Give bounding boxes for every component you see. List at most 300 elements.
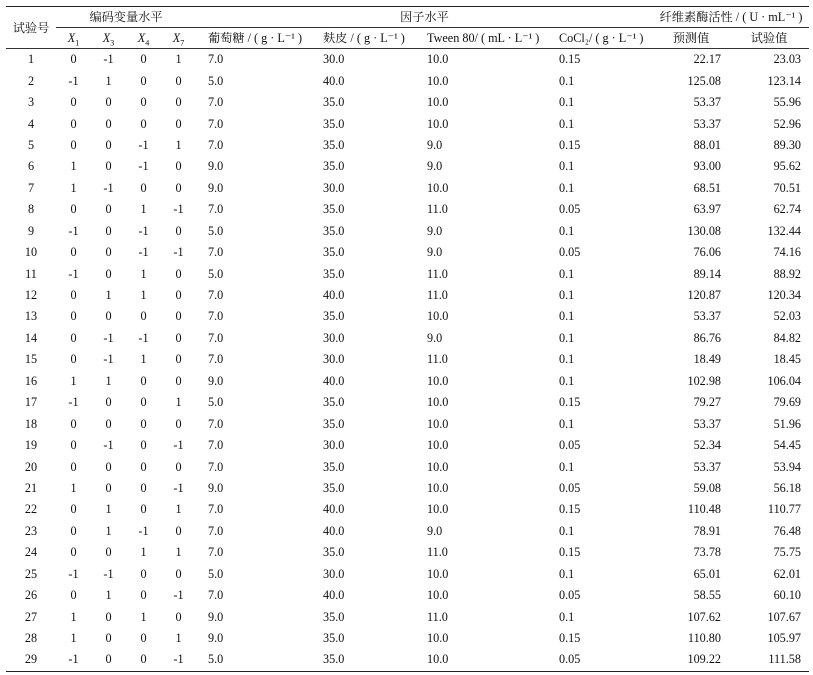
glucose-cell: 5.0 <box>208 73 224 88</box>
coded-x3-cell: -1 <box>103 52 114 67</box>
coded-x1-cell: 1 <box>70 609 77 624</box>
cocl2-cell: 0.05 <box>559 245 581 260</box>
coded-x4-cell: -1 <box>138 223 149 238</box>
run-number-cell: 25 <box>24 566 38 581</box>
experimental-activity-cell: 105.97 <box>767 631 801 646</box>
run-number-cell: 20 <box>24 459 38 474</box>
predicted-activity-cell: 125.08 <box>687 73 721 88</box>
coded-x1-cell: -1 <box>68 395 79 410</box>
coded-x7-cell: -1 <box>173 438 184 453</box>
cocl2-cell: 0.1 <box>559 223 575 238</box>
glucose-cell: 5.0 <box>208 266 224 281</box>
tween80-cell: 11.0 <box>427 288 448 303</box>
experimental-activity-cell: 56.18 <box>773 480 801 495</box>
table-row <box>6 263 809 284</box>
cocl2-cell: 0.1 <box>559 288 575 303</box>
coded-x1-cell: 0 <box>70 502 77 517</box>
bran-cell: 40.0 <box>323 523 345 538</box>
tween80-cell: 10.0 <box>427 73 449 88</box>
run-number-cell: 1 <box>27 52 35 67</box>
cocl2-cell: 0.1 <box>559 116 575 131</box>
coded-x4-cell: 0 <box>140 438 147 453</box>
tween80-cell: 11.0 <box>427 202 448 217</box>
coded-x7-cell: 1 <box>175 545 182 560</box>
glucose-cell: 9.0 <box>208 631 224 646</box>
coded-x4-cell: 0 <box>140 459 147 474</box>
coded-x4-cell: 1 <box>140 352 147 367</box>
bran-cell: 30.0 <box>323 352 345 367</box>
coded-x4-cell: 1 <box>140 545 147 560</box>
glucose-cell: 7.0 <box>208 502 224 517</box>
run-number-header: 试验号 <box>6 7 56 49</box>
coded-x4-cell: 0 <box>140 73 147 88</box>
coded-x1-cell: -1 <box>68 73 79 88</box>
coded-x1-cell: 0 <box>70 288 77 303</box>
table-row <box>6 349 809 370</box>
coded-var-x7-header: $X_7$ <box>161 28 196 49</box>
glucose-cell: 7.0 <box>208 352 224 367</box>
run-number-cell: 7 <box>27 180 35 195</box>
cocl2-cell: 0.1 <box>559 373 575 388</box>
coded-x3-cell: -1 <box>103 438 114 453</box>
predicted-activity-cell: 107.62 <box>687 609 721 624</box>
coded-x1-cell: 0 <box>70 245 77 260</box>
run-number-cell: 13 <box>24 309 38 324</box>
cocl2-cell: 0.1 <box>559 566 575 581</box>
coded-x4-cell: 0 <box>140 480 147 495</box>
experimental-activity-cell: 54.45 <box>773 438 801 453</box>
predicted-activity-cell: 110.48 <box>687 502 721 517</box>
table-row <box>6 606 809 627</box>
coded-x3-cell: -1 <box>103 352 114 367</box>
predicted-activity-cell: 120.87 <box>687 288 721 303</box>
coded-x4-cell: -1 <box>138 245 149 260</box>
coded-x1-cell: -1 <box>68 266 79 281</box>
coded-x7-cell: -1 <box>173 245 184 260</box>
bran-cell: 40.0 <box>323 73 345 88</box>
bran-cell: 35.0 <box>323 137 345 152</box>
tween80-cell: 10.0 <box>427 480 449 495</box>
cocl2-cell: 0.1 <box>559 523 575 538</box>
tween80-cell: 10.0 <box>427 588 449 603</box>
table-row <box>6 156 809 177</box>
cocl2-cell: 0.1 <box>559 180 575 195</box>
glucose-cell: 9.0 <box>208 159 224 174</box>
experimental-activity-cell: 110.77 <box>767 502 801 517</box>
experimental-activity-cell: 84.82 <box>773 330 801 345</box>
table-row <box>6 456 809 477</box>
bran-cell: 30.0 <box>323 330 345 345</box>
coded-x4-cell: 0 <box>140 373 147 388</box>
run-number-cell: 4 <box>27 116 35 131</box>
coded-x4-cell: 0 <box>140 116 147 131</box>
coded-x4-cell: 0 <box>140 52 147 67</box>
coded-x7-cell: 1 <box>175 502 182 517</box>
coded-x7-cell: 0 <box>175 309 182 324</box>
run-number-cell: 12 <box>24 288 38 303</box>
experimental-activity-cell: 23.03 <box>773 52 801 67</box>
predicted-activity-cell: 68.51 <box>693 180 721 195</box>
predicted-activity-cell: 102.98 <box>687 373 721 388</box>
tween80-cell: 9.0 <box>427 245 443 260</box>
coded-x1-cell: 0 <box>70 588 77 603</box>
glucose-cell: 7.0 <box>208 438 224 453</box>
run-number-cell: 24 <box>24 545 38 560</box>
run-number-cell: 21 <box>24 480 38 495</box>
table-row <box>6 371 809 392</box>
glucose-header: 葡萄糖 / ( g · L⁻¹ ) <box>196 28 311 49</box>
table-row <box>6 542 809 563</box>
glucose-cell: 7.0 <box>208 523 224 538</box>
coded-x1-cell: 1 <box>70 631 77 646</box>
cocl2-cell: 0.15 <box>559 502 581 517</box>
glucose-cell: 7.0 <box>208 116 224 131</box>
experimental-activity-cell: 88.92 <box>773 266 801 281</box>
tween80-cell: 9.0 <box>427 330 443 345</box>
run-number-cell: 5 <box>27 137 35 152</box>
table-row <box>6 585 809 606</box>
coded-x7-cell: 0 <box>175 95 182 110</box>
cocl2-cell: 0.1 <box>559 266 575 281</box>
coded-x3-cell: 1 <box>105 588 112 603</box>
bran-cell: 40.0 <box>323 373 345 388</box>
table-row <box>6 199 809 220</box>
cocl2-cell: 0.1 <box>559 73 575 88</box>
table-row <box>6 564 809 585</box>
predicted-activity-cell: 89.14 <box>693 266 721 281</box>
coded-x3-cell: 0 <box>105 631 112 646</box>
experimental-activity-cell: 120.34 <box>767 288 801 303</box>
coded-x4-cell: 0 <box>140 95 147 110</box>
cocl2-cell: 0.15 <box>559 545 581 560</box>
bran-cell: 40.0 <box>323 288 345 303</box>
coded-x4-cell: 0 <box>126 649 161 671</box>
predicted-activity-cell: 53.37 <box>693 95 721 110</box>
coded-x4-cell: 1 <box>140 202 147 217</box>
coded-x4-cell: -1 <box>138 523 149 538</box>
glucose-cell: 7.0 <box>208 545 224 560</box>
table-body <box>6 49 809 672</box>
coded-x7-cell: 0 <box>175 288 182 303</box>
header-row-groups <box>6 7 809 28</box>
coded-x1-cell: 0 <box>70 459 77 474</box>
predicted-activity-cell: 86.76 <box>693 330 721 345</box>
coded-x3-cell: 1 <box>105 502 112 517</box>
run-number-cell: 10 <box>24 245 38 260</box>
experimental-activity-cell: 107.67 <box>767 609 801 624</box>
cocl2-cell: 0.1 <box>559 416 575 431</box>
bran-cell: 30.0 <box>323 52 345 67</box>
predicted-activity-cell: 109.22 <box>653 649 729 671</box>
table-row <box>6 178 809 199</box>
cocl2-header: CoCl₂/ ( g · L⁻¹ ) <box>547 28 653 49</box>
predicted-activity-cell: 65.01 <box>693 566 721 581</box>
run-number-cell: 26 <box>24 588 38 603</box>
coded-levels-group-header: 编码变量水平 <box>56 7 196 28</box>
tween80-cell: 9.0 <box>427 223 443 238</box>
coded-x3-cell: 0 <box>105 159 112 174</box>
tween80-cell: 10.0 <box>427 395 449 410</box>
coded-x7-cell: 0 <box>175 352 182 367</box>
glucose-cell: 7.0 <box>208 245 224 260</box>
coded-x1-cell: 0 <box>70 202 77 217</box>
coded-x3-cell: 0 <box>105 95 112 110</box>
coded-x1-cell: 1 <box>70 373 77 388</box>
cocl2-cell: 0.15 <box>559 395 581 410</box>
cocl2-cell: 0.05 <box>547 649 653 671</box>
tween80-cell: 10.0 <box>427 631 449 646</box>
coded-x3-cell: 0 <box>105 245 112 260</box>
coded-x1-cell: 0 <box>70 523 77 538</box>
run-number-cell: 15 <box>24 352 38 367</box>
run-number-cell: 3 <box>27 95 35 110</box>
predicted-activity-cell: 110.80 <box>687 631 721 646</box>
coded-x3-cell: 0 <box>105 223 112 238</box>
table-row <box>6 628 809 649</box>
predicted-value-header: 预测值 <box>653 28 729 49</box>
coded-x7-cell: 1 <box>175 137 182 152</box>
coded-x3-cell: 0 <box>105 309 112 324</box>
bran-cell: 35.0 <box>323 309 345 324</box>
run-number-cell: 9 <box>27 223 35 238</box>
predicted-activity-cell: 73.78 <box>693 545 721 560</box>
coded-x7-cell: 0 <box>175 523 182 538</box>
coded-x7-cell: 1 <box>175 631 182 646</box>
bran-cell: 30.0 <box>323 566 345 581</box>
tween80-cell: 10.0 <box>427 180 449 195</box>
table-row <box>6 221 809 242</box>
coded-x7-cell: -1 <box>173 480 184 495</box>
experimental-activity-cell: 123.14 <box>767 73 801 88</box>
run-number-cell: 14 <box>24 330 38 345</box>
predicted-activity-cell: 53.37 <box>693 116 721 131</box>
run-number-cell: 29 <box>6 649 56 671</box>
coded-x7-cell: -1 <box>161 649 196 671</box>
predicted-activity-cell: 76.06 <box>693 245 721 260</box>
cocl2-cell: 0.05 <box>559 588 581 603</box>
tween80-cell: 11.0 <box>427 609 448 624</box>
bran-header: 麸皮 / ( g · L⁻¹ ) <box>311 28 415 49</box>
bran-cell: 35.0 <box>323 609 345 624</box>
tween80-cell: 10.0 <box>415 649 547 671</box>
coded-x4-cell: -1 <box>138 137 149 152</box>
coded-x1-cell: 0 <box>70 52 77 67</box>
table-row <box>6 92 809 113</box>
data-table-container <box>6 6 809 672</box>
glucose-cell: 7.0 <box>208 330 224 345</box>
run-number-cell: 2 <box>27 73 35 88</box>
coded-x4-cell: 0 <box>140 588 147 603</box>
tween80-header: Tween 80/ ( mL · L⁻¹ ) <box>415 28 547 49</box>
cocl2-cell: 0.15 <box>559 631 581 646</box>
cocl2-cell: 0.15 <box>559 52 581 67</box>
cocl2-cell: 0.15 <box>559 137 581 152</box>
coded-var-x4-header: $X_4$ <box>126 28 161 49</box>
table-row <box>6 649 809 671</box>
experimental-activity-cell: 75.75 <box>773 545 801 560</box>
coded-x3-cell: -1 <box>103 330 114 345</box>
glucose-cell: 7.0 <box>208 588 224 603</box>
tween80-cell: 10.0 <box>427 566 449 581</box>
coded-x4-cell: 0 <box>140 309 147 324</box>
cellulase-activity-group-header: 纤维素酶活性 / ( U · mL⁻¹ ) <box>653 7 809 28</box>
coded-x7-cell: 0 <box>175 159 182 174</box>
run-number-cell: 28 <box>24 631 38 646</box>
bran-cell: 35.0 <box>323 159 345 174</box>
coded-x4-cell: 0 <box>140 416 147 431</box>
cocl2-cell: 0.1 <box>559 330 575 345</box>
predicted-activity-cell: 53.37 <box>693 309 721 324</box>
predicted-activity-cell: 53.37 <box>693 416 721 431</box>
bran-cell: 35.0 <box>323 416 345 431</box>
coded-x7-cell: -1 <box>173 588 184 603</box>
coded-x3-cell: 1 <box>105 523 112 538</box>
bran-cell: 30.0 <box>323 180 345 195</box>
predicted-activity-cell: 63.97 <box>693 202 721 217</box>
bran-cell: 35.0 <box>323 223 345 238</box>
cocl2-cell: 0.1 <box>559 95 575 110</box>
coded-x3-cell: 0 <box>105 480 112 495</box>
run-number-cell: 11 <box>25 266 37 281</box>
coded-x1-cell: 0 <box>70 352 77 367</box>
coded-x1-cell: 0 <box>70 95 77 110</box>
bran-cell: 30.0 <box>323 438 345 453</box>
experimental-activity-cell: 53.94 <box>773 459 801 474</box>
coded-x7-cell: 0 <box>175 116 182 131</box>
table-row <box>6 435 809 456</box>
coded-x1-cell: 1 <box>70 159 77 174</box>
coded-x3-cell: 0 <box>105 416 112 431</box>
coded-x1-cell: -1 <box>68 223 79 238</box>
table-row <box>6 242 809 263</box>
coded-x4-cell: 1 <box>140 609 147 624</box>
predicted-activity-cell: 18.49 <box>693 352 721 367</box>
predicted-activity-cell: 53.37 <box>693 459 721 474</box>
table-row <box>6 521 809 542</box>
tween80-cell: 10.0 <box>427 95 449 110</box>
glucose-cell: 9.0 <box>208 373 224 388</box>
coded-x7-cell: 0 <box>175 373 182 388</box>
coded-x1-cell: 0 <box>70 416 77 431</box>
run-number-cell: 6 <box>27 159 35 174</box>
coded-x3-cell: 1 <box>105 73 112 88</box>
coded-x7-cell: 1 <box>175 395 182 410</box>
header-row-columns <box>6 28 809 49</box>
run-number-cell: 16 <box>24 373 38 388</box>
experimental-activity-cell: 52.03 <box>773 309 801 324</box>
coded-x7-cell: 0 <box>175 416 182 431</box>
coded-x7-cell: 0 <box>175 223 182 238</box>
predicted-activity-cell: 52.34 <box>693 438 721 453</box>
glucose-cell: 7.0 <box>208 202 224 217</box>
tween80-cell: 10.0 <box>427 116 449 131</box>
run-number-cell: 27 <box>24 609 38 624</box>
coded-x4-cell: 1 <box>140 288 147 303</box>
glucose-cell: 5.0 <box>208 395 224 410</box>
coded-x3-cell: 1 <box>105 288 112 303</box>
bran-cell: 35.0 <box>323 245 345 260</box>
coded-x3-cell: 0 <box>105 266 112 281</box>
glucose-cell: 7.0 <box>208 416 224 431</box>
glucose-cell: 7.0 <box>208 52 224 67</box>
coded-x1-cell: 0 <box>70 116 77 131</box>
bran-cell: 35.0 <box>323 480 345 495</box>
coded-x1-cell: 0 <box>70 438 77 453</box>
coded-x3-cell: 0 <box>105 395 112 410</box>
run-number-cell: 18 <box>24 416 38 431</box>
experimental-activity-cell: 55.96 <box>773 95 801 110</box>
predicted-activity-cell: 78.91 <box>693 523 721 538</box>
coded-x3-cell: -1 <box>103 180 114 195</box>
coded-x3-cell: 0 <box>105 609 112 624</box>
tween80-cell: 10.0 <box>427 373 449 388</box>
tween80-cell: 9.0 <box>427 137 443 152</box>
run-number-cell: 17 <box>24 395 38 410</box>
tween80-cell: 10.0 <box>427 416 449 431</box>
experimental-activity-cell: 79.69 <box>773 395 801 410</box>
bran-cell: 35.0 <box>323 545 345 560</box>
coded-x1-cell: -1 <box>56 649 91 671</box>
bran-cell: 35.0 <box>323 116 345 131</box>
coded-x3-cell: 0 <box>105 202 112 217</box>
predicted-activity-cell: 59.08 <box>693 480 721 495</box>
experimental-activity-cell: 60.10 <box>773 588 801 603</box>
bran-cell: 35.0 <box>323 459 345 474</box>
bran-cell: 35.0 <box>323 95 345 110</box>
predicted-activity-cell: 79.27 <box>693 395 721 410</box>
tween80-cell: 9.0 <box>427 523 443 538</box>
coded-x7-cell: -1 <box>173 202 184 217</box>
experimental-activity-cell: 89.30 <box>773 137 801 152</box>
experimental-activity-cell: 51.96 <box>773 416 801 431</box>
coded-x1-cell: 1 <box>70 480 77 495</box>
coded-x3-cell: 1 <box>105 373 112 388</box>
coded-x3-cell: 0 <box>105 137 112 152</box>
glucose-cell: 7.0 <box>208 459 224 474</box>
tween80-cell: 10.0 <box>427 309 449 324</box>
experimental-activity-cell: 132.44 <box>767 223 801 238</box>
coded-x7-cell: 1 <box>175 52 182 67</box>
tween80-cell: 9.0 <box>427 159 443 174</box>
experimental-activity-cell: 76.48 <box>773 523 801 538</box>
bran-cell: 35.0 <box>311 649 415 671</box>
table-row <box>6 413 809 434</box>
bran-cell: 35.0 <box>323 631 345 646</box>
coded-x7-cell: 0 <box>175 266 182 281</box>
tween80-cell: 11.0 <box>427 266 448 281</box>
cocl2-cell: 0.05 <box>559 480 581 495</box>
coded-x3-cell: 0 <box>105 545 112 560</box>
experimental-activity-cell: 52.96 <box>773 116 801 131</box>
glucose-cell: 7.0 <box>208 95 224 110</box>
coded-x4-cell: 1 <box>140 266 147 281</box>
table-row <box>6 49 809 71</box>
coded-x3-cell: 0 <box>105 116 112 131</box>
glucose-cell: 9.0 <box>208 609 224 624</box>
run-number-cell: 23 <box>24 523 38 538</box>
cocl2-cell: 0.1 <box>559 309 575 324</box>
glucose-cell: 5.0 <box>208 223 224 238</box>
coded-x4-cell: 0 <box>140 502 147 517</box>
experimental-activity-cell: 106.04 <box>767 373 801 388</box>
cocl2-cell: 0.1 <box>559 352 575 367</box>
coded-x4-cell: 0 <box>140 180 147 195</box>
factor-levels-group-header: 因子水平 <box>196 7 653 28</box>
coded-x4-cell: -1 <box>138 330 149 345</box>
cocl2-cell: 0.05 <box>559 438 581 453</box>
predicted-activity-cell: 130.08 <box>687 223 721 238</box>
coded-x7-cell: 0 <box>175 566 182 581</box>
